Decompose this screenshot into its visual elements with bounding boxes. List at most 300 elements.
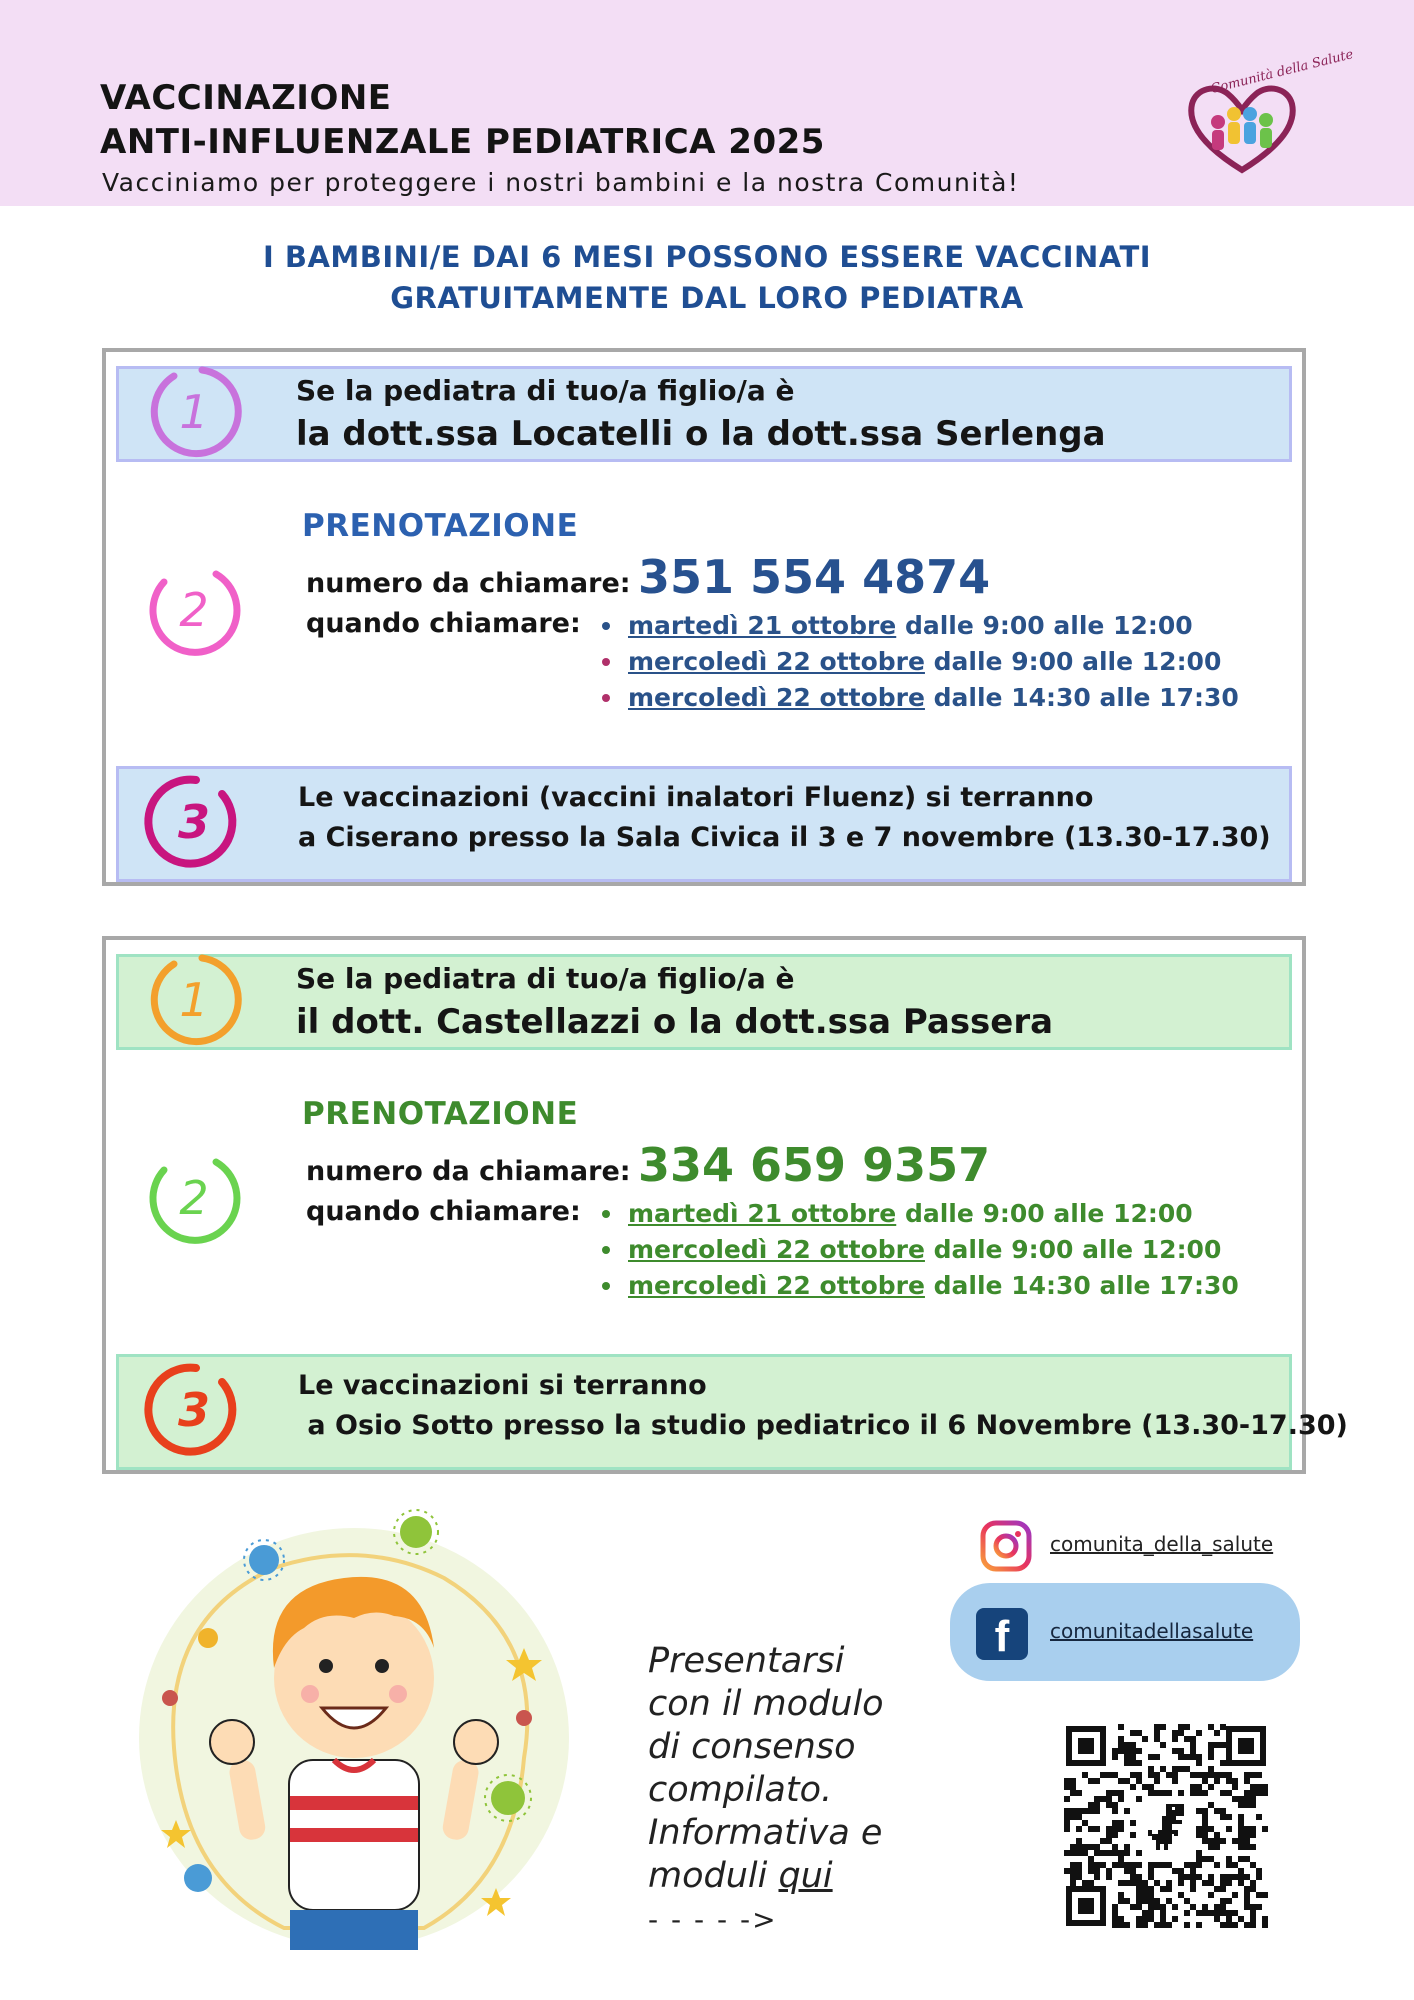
qr-module (1250, 1886, 1256, 1892)
qr-module (1148, 1784, 1154, 1790)
qr-module (1136, 1886, 1142, 1892)
qr-module (1082, 1820, 1088, 1826)
qr-module (1262, 1790, 1268, 1796)
qr-module (1124, 1850, 1130, 1856)
qr-module (1238, 1832, 1244, 1838)
page-title-line1: VACCINAZIONE (100, 78, 392, 118)
qr-module (1130, 1904, 1136, 1910)
qr-module (1202, 1880, 1208, 1886)
schedule-item: mercoledì 22 ottobre dalle 14:30 alle 17:30 (596, 1268, 1239, 1304)
header-banner (0, 0, 1414, 206)
qr-module (1070, 1778, 1076, 1784)
qr-module (1190, 1772, 1196, 1778)
qr-module (1106, 1802, 1112, 1808)
qr-module (1076, 1868, 1082, 1874)
qr-module (1082, 1880, 1088, 1886)
qr-module (1064, 1784, 1070, 1790)
qr-module (1136, 1796, 1142, 1802)
qr-module (1178, 1790, 1184, 1796)
qr-module (1172, 1730, 1178, 1736)
logo-text: Comunità della Salute (1209, 47, 1355, 98)
qr-module (1106, 1874, 1112, 1880)
qr-module (1232, 1874, 1238, 1880)
qr-module (1136, 1778, 1142, 1784)
qr-module (1118, 1742, 1124, 1748)
qr-module (1262, 1784, 1268, 1790)
qr-module (1094, 1844, 1100, 1850)
facebook-link-pill[interactable] (950, 1583, 1300, 1681)
qr-module (1208, 1784, 1214, 1790)
qr-module (1142, 1784, 1148, 1790)
qr-module (1154, 1880, 1160, 1886)
qr-module (1130, 1832, 1136, 1838)
qr-module (1118, 1820, 1124, 1826)
qr-module (1232, 1784, 1238, 1790)
qr-module (1130, 1874, 1136, 1880)
qr-module (1184, 1922, 1190, 1928)
qr-module (1190, 1754, 1196, 1760)
qr-module (1250, 1790, 1256, 1796)
qr-module (1208, 1856, 1214, 1862)
qr-module (1172, 1772, 1178, 1778)
qr-module (1100, 1862, 1106, 1868)
qr-module (1112, 1844, 1118, 1850)
qr-module (1172, 1916, 1178, 1922)
qr-module (1190, 1904, 1196, 1910)
qr-module (1214, 1904, 1220, 1910)
qr-module (1142, 1910, 1148, 1916)
qr-module (1166, 1898, 1172, 1904)
schedule-item: martedì 21 ottobre dalle 9:00 alle 12:00 (596, 1196, 1239, 1232)
qr-module (1166, 1862, 1172, 1868)
qr-module (1112, 1820, 1118, 1826)
qr-module (1214, 1916, 1220, 1922)
qr-module (1250, 1922, 1256, 1928)
qr-module (1250, 1772, 1256, 1778)
phone-number[interactable]: 334 659 9357 (638, 1138, 991, 1192)
qr-module (1124, 1844, 1130, 1850)
qr-module (1118, 1796, 1124, 1802)
qr-module (1238, 1838, 1244, 1844)
qr-module (1238, 1820, 1244, 1826)
qr-module (1226, 1862, 1232, 1868)
qr-module (1190, 1784, 1196, 1790)
qr-module (1232, 1796, 1238, 1802)
qr-module (1112, 1790, 1118, 1796)
call-when-label: quando chiamare: (306, 1196, 581, 1227)
qr-module (1154, 1898, 1160, 1904)
qr-module (1220, 1904, 1226, 1910)
qr-module (1112, 1826, 1118, 1832)
qr-module (1106, 1826, 1112, 1832)
phone-number[interactable]: 351 554 4874 (638, 550, 991, 604)
call-schedule-list (596, 608, 1239, 716)
qr-module (1190, 1748, 1196, 1754)
qr-module (1220, 1874, 1226, 1880)
qr-module (1118, 1790, 1124, 1796)
qr-module (1112, 1802, 1118, 1808)
qr-module (1256, 1772, 1262, 1778)
qr-module (1160, 1922, 1166, 1928)
qr-module (1148, 1766, 1154, 1772)
qr-module (1118, 1826, 1124, 1832)
qr-module (1196, 1784, 1202, 1790)
qr-module (1178, 1874, 1184, 1880)
qr-module (1136, 1922, 1142, 1928)
qr-module (1130, 1748, 1136, 1754)
qr-module (1214, 1910, 1220, 1916)
call-schedule-list (596, 1196, 1239, 1304)
qr-module (1106, 1796, 1112, 1802)
qr-module (1112, 1916, 1118, 1922)
instagram-icon[interactable] (980, 1520, 1032, 1572)
qr-module (1076, 1844, 1082, 1850)
qr-module (1202, 1856, 1208, 1862)
qr-module (1226, 1826, 1232, 1832)
qr-module (1112, 1922, 1118, 1928)
qr-module (1202, 1910, 1208, 1916)
qr-module (1160, 1790, 1166, 1796)
qr-module (1208, 1880, 1214, 1886)
qr-module (1136, 1748, 1142, 1754)
qr-module (1118, 1748, 1124, 1754)
qr-module (1244, 1796, 1250, 1802)
qr-module (1136, 1898, 1142, 1904)
qr-module (1160, 1862, 1166, 1868)
qr-module (1190, 1874, 1196, 1880)
qr-module (1172, 1766, 1178, 1772)
qr-module (1118, 1724, 1124, 1730)
qr-module (1124, 1898, 1130, 1904)
forms-link[interactable]: qui (778, 1856, 833, 1896)
qr-module (1118, 1916, 1124, 1922)
qr-module (1148, 1772, 1154, 1778)
qr-module (1220, 1910, 1226, 1916)
qr-module (1106, 1850, 1112, 1856)
qr-module (1256, 1790, 1262, 1796)
qr-module (1202, 1904, 1208, 1910)
schedule-item: mercoledì 22 ottobre dalle 9:00 alle 12:00 (596, 644, 1239, 680)
qr-module (1136, 1772, 1142, 1778)
qr-module (1214, 1862, 1220, 1868)
qr-module (1130, 1880, 1136, 1886)
consent-line: con il modulo (648, 1684, 884, 1724)
qr-module (1094, 1808, 1100, 1814)
qr-module (1250, 1844, 1256, 1850)
intro-line1: I BAMBINI/E DAI 6 MESI POSSONO ESSERE VACCINATI (262, 240, 1152, 274)
qr-module (1154, 1730, 1160, 1736)
qr-module (1082, 1772, 1088, 1778)
facebook-handle-link[interactable]: comunitadellasalute (1050, 1619, 1254, 1643)
qr-module (1250, 1880, 1256, 1886)
qr-module (1148, 1790, 1154, 1796)
qr-module (1220, 1886, 1226, 1892)
qr-module (1196, 1862, 1202, 1868)
schedule-day-link[interactable]: martedì 21 ottobre (628, 611, 897, 640)
qr-module (1172, 1778, 1178, 1784)
call-when-label: quando chiamare: (306, 608, 581, 639)
qr-module (1244, 1892, 1250, 1898)
qr-module (1154, 1862, 1160, 1868)
schedule-item: mercoledì 22 ottobre dalle 14:30 alle 17:30 (596, 680, 1239, 716)
qr-module (1226, 1778, 1232, 1784)
schedule-day-link[interactable]: mercoledì 22 ottobre (628, 647, 925, 676)
qr-module (1070, 1814, 1076, 1820)
svg-text:3: 3 (177, 795, 211, 849)
qr-module (1190, 1736, 1196, 1742)
qr-module (1148, 1754, 1154, 1760)
qr-module (1118, 1778, 1124, 1784)
qr-module (1220, 1772, 1226, 1778)
qr-module (1148, 1886, 1154, 1892)
qr-module (1130, 1754, 1136, 1760)
qr-module (1124, 1808, 1130, 1814)
qr-module (1220, 1814, 1226, 1820)
qr-module (1070, 1784, 1076, 1790)
qr-module (1202, 1808, 1208, 1814)
qr-module (1124, 1742, 1130, 1748)
qr-module (1244, 1772, 1250, 1778)
qr-module (1118, 1736, 1124, 1742)
qr-module (1076, 1814, 1082, 1820)
qr-module (1238, 1874, 1244, 1880)
qr-module (1220, 1724, 1226, 1730)
qr-module (1262, 1916, 1268, 1922)
intro-line2: GRATUITAMENTE DAL LORO PEDIATRA (390, 281, 1024, 315)
qr-module (1220, 1760, 1226, 1766)
qr-module (1142, 1880, 1148, 1886)
schedule-day-link[interactable]: mercoledì 22 ottobre (628, 1235, 925, 1264)
qr-module (1250, 1784, 1256, 1790)
qr-module (1130, 1862, 1136, 1868)
qr-module (1262, 1826, 1268, 1832)
qr-module (1208, 1826, 1214, 1832)
qr-module (1208, 1748, 1214, 1754)
qr-module (1196, 1832, 1202, 1838)
qr-module (1118, 1850, 1124, 1856)
booking-heading: PRENOTAZIONE (302, 508, 579, 544)
qr-module (1250, 1910, 1256, 1916)
qr-module (1070, 1850, 1076, 1856)
qr-module (1100, 1838, 1106, 1844)
pediatrician-panel-1 (102, 348, 1306, 886)
qr-module (1232, 1922, 1238, 1928)
qr-module (1220, 1838, 1226, 1844)
qr-module (1220, 1742, 1226, 1748)
qr-module (1196, 1922, 1202, 1928)
qr-module (1202, 1820, 1208, 1826)
qr-module (1088, 1844, 1094, 1850)
consent-line: Presentarsi (648, 1641, 845, 1681)
qr-module (1238, 1826, 1244, 1832)
pediatrician-names: il dott. Castellazzi o la dott.ssa Passera (296, 1002, 1054, 1042)
step-1-circle-icon (144, 362, 244, 462)
qr-module (1244, 1886, 1250, 1892)
pediatrician-names: la dott.ssa Locatelli o la dott.ssa Serlenga (296, 414, 1106, 454)
qr-module (1088, 1808, 1094, 1814)
qr-module (1166, 1886, 1172, 1892)
qr-module (1184, 1754, 1190, 1760)
qr-module (1250, 1916, 1256, 1922)
qr-module (1124, 1748, 1130, 1754)
svg-text:2: 2 (179, 583, 209, 637)
step-3-circle-icon (144, 1360, 244, 1460)
qr-module (1166, 1790, 1172, 1796)
qr-module (1130, 1868, 1136, 1874)
qr-module (1064, 1808, 1070, 1814)
qr-module (1136, 1904, 1142, 1910)
qr-module (1202, 1790, 1208, 1796)
qr-module (1136, 1892, 1142, 1898)
qr-module (1082, 1850, 1088, 1856)
qr-module (1214, 1832, 1220, 1838)
qr-module (1070, 1880, 1076, 1886)
qr-module (1232, 1910, 1238, 1916)
qr-module (1154, 1724, 1160, 1730)
qr-module (1226, 1856, 1232, 1862)
qr-module (1262, 1922, 1268, 1928)
qr-module (1142, 1922, 1148, 1928)
qr-module (1130, 1784, 1136, 1790)
qr-module (1088, 1862, 1094, 1868)
step-1-circle-icon (144, 950, 244, 1050)
qr-module (1196, 1910, 1202, 1916)
facebook-icon[interactable]: f (976, 1608, 1028, 1660)
qr-module (1130, 1820, 1136, 1826)
qr-module (1094, 1868, 1100, 1874)
qr-module (1184, 1910, 1190, 1916)
qr-module (1256, 1874, 1262, 1880)
qr-module (1250, 1802, 1256, 1808)
qr-module (1124, 1922, 1130, 1928)
qr-module (1226, 1874, 1232, 1880)
qr-module (1094, 1826, 1100, 1832)
qr-module (1256, 1814, 1262, 1820)
schedule-item: mercoledì 22 ottobre dalle 9:00 alle 12:00 (596, 1232, 1239, 1268)
qr-module (1136, 1850, 1142, 1856)
qr-module (1238, 1844, 1244, 1850)
qr-module (1094, 1874, 1100, 1880)
qr-module (1190, 1880, 1196, 1886)
qr-module (1076, 1790, 1082, 1796)
page-subtitle: Vacciniamo per proteggere i nostri bambini e la nostra Comunità! (102, 168, 1020, 197)
qr-module (1196, 1826, 1202, 1832)
qr-module (1232, 1838, 1238, 1844)
qr-module (1124, 1880, 1130, 1886)
qr-module (1166, 1922, 1172, 1928)
qr-module (1124, 1862, 1130, 1868)
qr-module (1118, 1862, 1124, 1868)
qr-module (1172, 1748, 1178, 1754)
qr-module (1076, 1826, 1082, 1832)
qr-module (1112, 1832, 1118, 1838)
qr-module (1244, 1778, 1250, 1784)
qr-module (1082, 1808, 1088, 1814)
qr-module (1244, 1844, 1250, 1850)
qr-module (1226, 1814, 1232, 1820)
vaccination-info-line2: a Ciserano presso la Sala Civica il 3 e 7 novembre (13.30-17.30) (298, 822, 1271, 853)
qr-module (1226, 1910, 1232, 1916)
qr-module (1214, 1808, 1220, 1814)
qr-module (1244, 1904, 1250, 1910)
qr-module (1208, 1742, 1214, 1748)
qr-module (1154, 1778, 1160, 1784)
qr-module (1088, 1826, 1094, 1832)
dinosaur-icon (1142, 1798, 1192, 1854)
qr-module (1112, 1904, 1118, 1910)
qr-module (1112, 1748, 1118, 1754)
qr-module (1244, 1898, 1250, 1904)
qr-module (1202, 1814, 1208, 1820)
qr-module (1142, 1898, 1148, 1904)
qr-module (1244, 1922, 1250, 1928)
qr-module (1094, 1778, 1100, 1784)
instagram-handle-link[interactable]: comunita_della_salute (1050, 1532, 1274, 1556)
qr-module (1088, 1778, 1094, 1784)
qr-module (1178, 1754, 1184, 1760)
qr-module (1160, 1742, 1166, 1748)
call-number-label: numero da chiamare: (306, 1156, 631, 1187)
qr-module (1172, 1868, 1178, 1874)
arrow-text: - - - - -> (648, 1903, 778, 1936)
qr-module (1184, 1898, 1190, 1904)
qr-module (1088, 1856, 1094, 1862)
qr-module (1094, 1862, 1100, 1868)
qr-module (1154, 1904, 1160, 1910)
qr-module (1208, 1754, 1214, 1760)
qr-module (1166, 1772, 1172, 1778)
qr-module (1088, 1880, 1094, 1886)
qr-module (1178, 1748, 1184, 1754)
qr-module (1196, 1754, 1202, 1760)
qr-module (1208, 1874, 1214, 1880)
qr-module (1208, 1844, 1214, 1850)
pediatrician-intro: Se la pediatra di tuo/a figlio/a è (296, 374, 795, 407)
qr-module (1070, 1868, 1076, 1874)
qr-module (1208, 1838, 1214, 1844)
qr-module (1202, 1832, 1208, 1838)
qr-module (1112, 1772, 1118, 1778)
vaccination-info-line1: Le vaccinazioni (vaccini inalatori Fluenz) si terranno (298, 782, 1094, 813)
qr-module (1238, 1868, 1244, 1874)
qr-module (1112, 1754, 1118, 1760)
qr-module (1202, 1826, 1208, 1832)
qr-module (1148, 1910, 1154, 1916)
schedule-day-link[interactable]: mercoledì 22 ottobre (628, 1271, 925, 1300)
qr-module (1136, 1730, 1142, 1736)
qr-module (1070, 1844, 1076, 1850)
pediatrician-intro: Se la pediatra di tuo/a figlio/a è (296, 962, 795, 995)
qr-module (1136, 1916, 1142, 1922)
qr-module (1112, 1910, 1118, 1916)
qr-module (1196, 1808, 1202, 1814)
qr-module (1190, 1790, 1196, 1796)
schedule-day-link[interactable]: mercoledì 22 ottobre (628, 683, 925, 712)
qr-module (1214, 1844, 1220, 1850)
qr-module (1100, 1850, 1106, 1856)
qr-module (1082, 1844, 1088, 1850)
qr-module (1076, 1808, 1082, 1814)
page-title-line2: ANTI-INFLUENZALE PEDIATRICA 2025 (100, 122, 825, 162)
call-number-label: numero da chiamare: (306, 568, 631, 599)
qr-module (1178, 1880, 1184, 1886)
qr-module (1238, 1796, 1244, 1802)
qr-module (1208, 1766, 1214, 1772)
consent-instructions (648, 1640, 884, 1941)
qr-code[interactable] (1064, 1724, 1268, 1928)
booking-heading: PRENOTAZIONE (302, 1096, 579, 1132)
schedule-day-link[interactable]: martedì 21 ottobre (628, 1199, 897, 1228)
